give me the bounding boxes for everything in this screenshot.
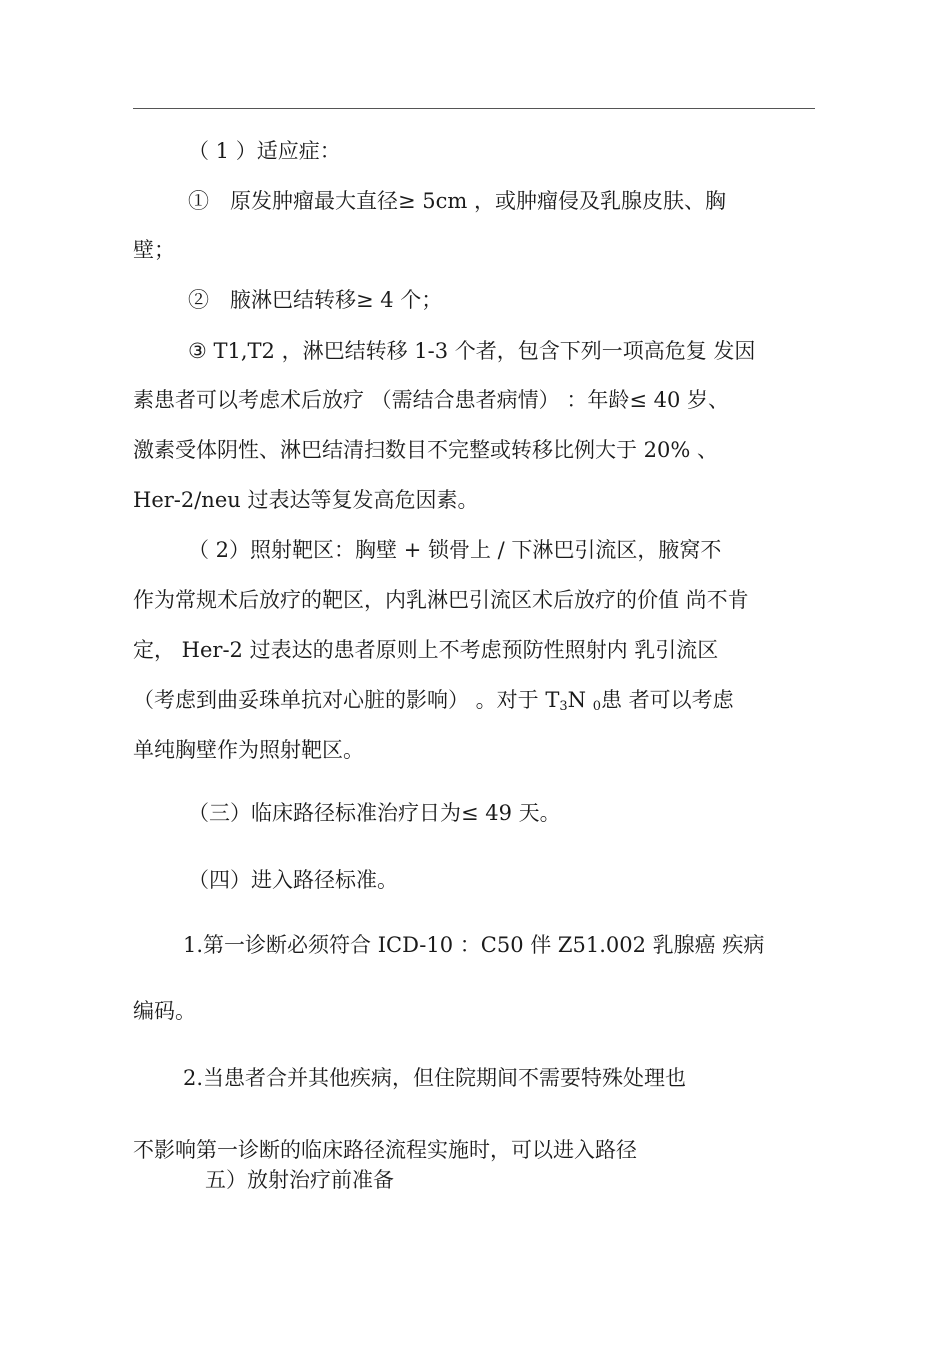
- section-indications-heading: （ 1 ）适应症：: [188, 139, 341, 163]
- subscript: 0: [592, 699, 601, 714]
- paragraph-line: ② 腋淋巴结转移≥ 4 个；: [188, 288, 443, 312]
- paragraph-line: 不影响第一诊断的临床路径流程实施时，可以进入路径: [133, 1138, 637, 1162]
- paragraph-line: 激素受体阴性、淋巴结清扫数目不完整或转移比例大于 20% 、: [133, 438, 719, 462]
- paragraph-line: 单纯胸壁作为照射靶区。: [133, 738, 364, 762]
- paragraph-line: 编码。: [133, 999, 196, 1023]
- section-3-heading: （三）临床路径标准治疗日为≤ 49 天。: [188, 801, 561, 825]
- section-target-heading: （ 2）照射靶区：胸壁 + 锁骨上 / 下淋巴引流区，腋窝不: [188, 538, 722, 562]
- paragraph-line: 素患者可以考虑术后放疗 （需结合患者病情） ：年龄≤ 40 岁、: [133, 388, 730, 412]
- section-5-heading: 五）放射治疗前准备: [205, 1168, 394, 1192]
- paragraph-line: 作为常规术后放疗的靶区，内乳淋巴引流区术后放疗的价值 尚不肯: [133, 588, 749, 612]
- paragraph-text: N: [567, 688, 587, 712]
- paragraph-text: （考虑到曲妥珠单抗对心脏的影响） 。对于 T: [133, 688, 560, 712]
- paragraph-text: 患 者可以考虑: [600, 688, 734, 712]
- subscript: 3: [559, 699, 568, 714]
- header-rule: [133, 108, 815, 109]
- paragraph-line: 2.当患者合并其他疾病，但住院期间不需要特殊处理也: [183, 1066, 687, 1090]
- paragraph-line: ① 原发肿瘤最大直径≥ 5cm ，或肿瘤侵及乳腺皮肤、胸: [188, 189, 726, 213]
- paragraph-line: 1.第一诊断必须符合 ICD-10 ：C50 伴 Z51.002 乳腺癌 疾病: [183, 933, 765, 957]
- paragraph-line: Her-2/neu 过表达等复发高危因素。: [133, 488, 479, 512]
- paragraph-line: [133, 686, 734, 721]
- section-4-heading: （四）进入路径标准。: [188, 868, 398, 892]
- paragraph-line: ③ T1,T2 ，淋巴结转移 1-3 个者，包含下列一项高危复 发因: [188, 339, 756, 363]
- paragraph-line: 定， Her-2 过表达的患者原则上不考虑预防性照射内 乳引流区: [133, 638, 719, 662]
- paragraph-line: 壁；: [133, 238, 175, 262]
